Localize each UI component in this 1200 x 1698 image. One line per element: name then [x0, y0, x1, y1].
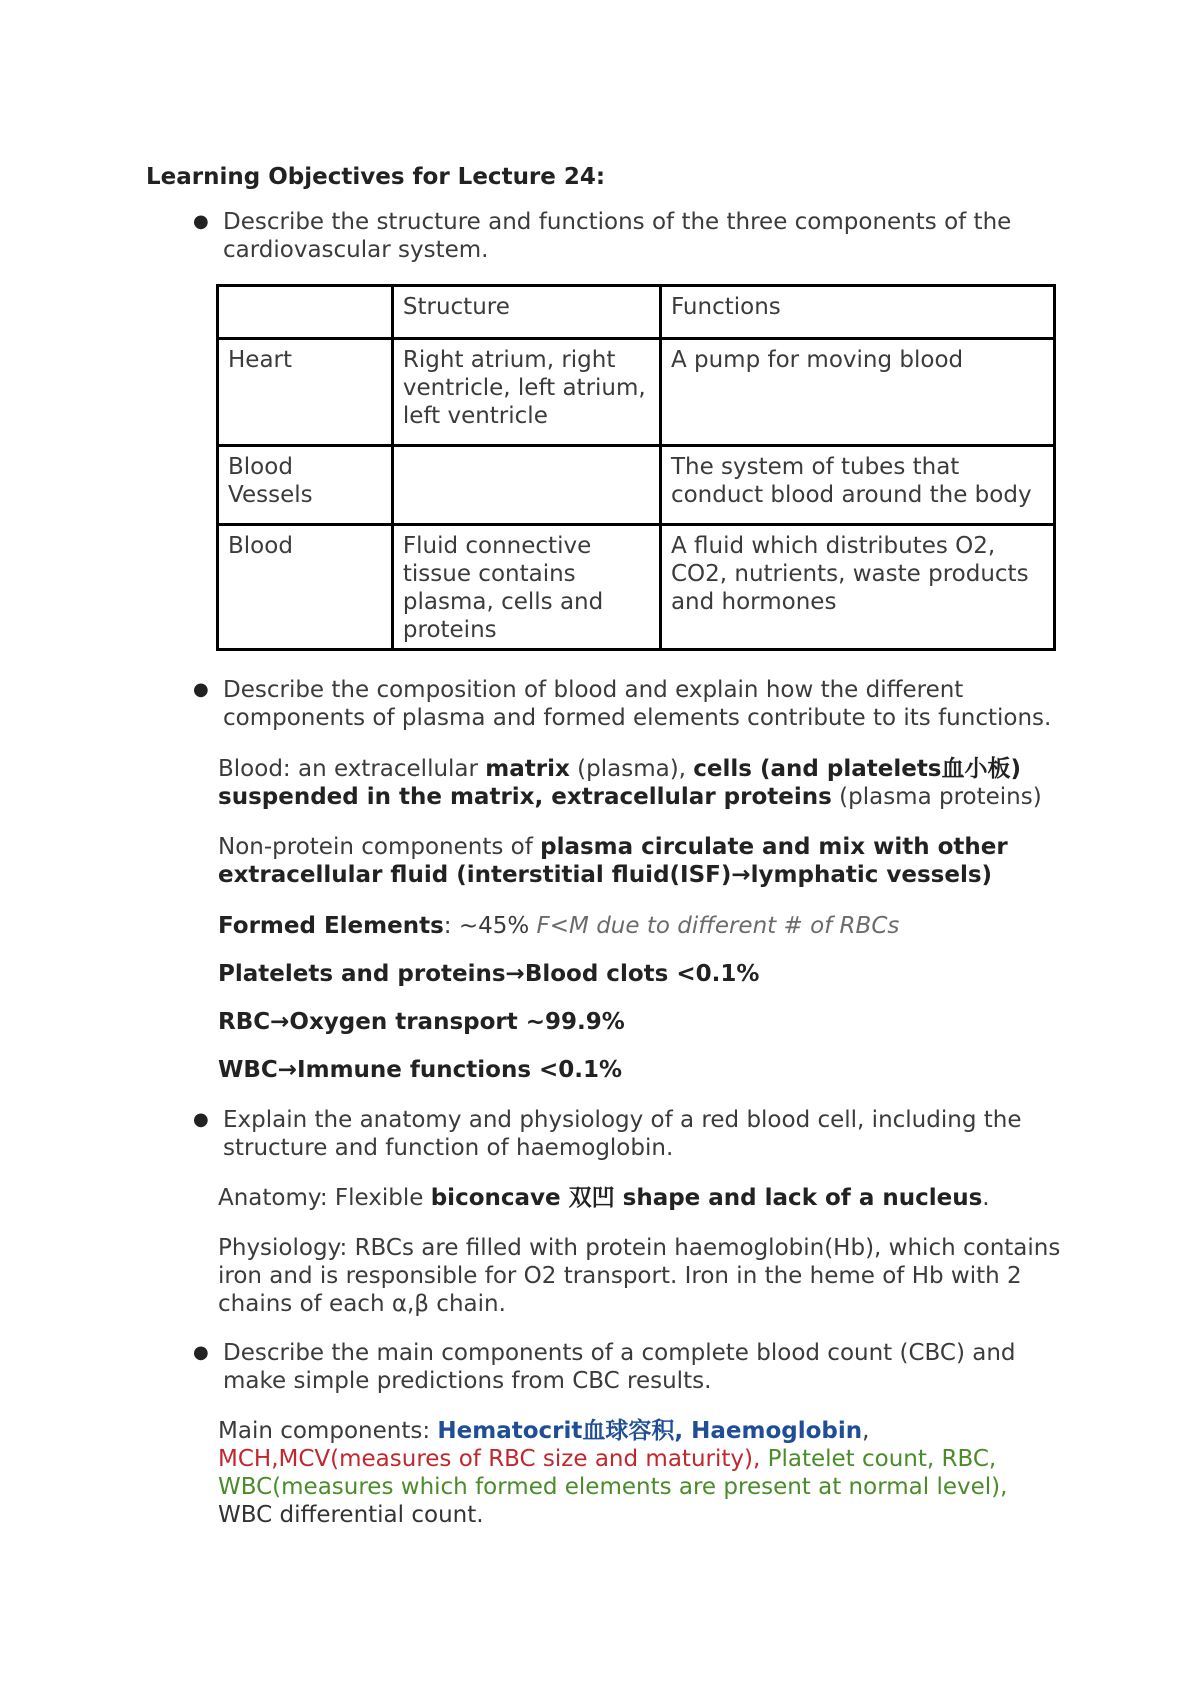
bullet-dot-icon: ●: [193, 1342, 209, 1363]
bullet-text: Describe the composition of blood and explain how the different components of plasma and formed elements contribute to its functions.: [223, 677, 1052, 731]
bold-run: RBC→Oxygen transport ~99.9%: [218, 1009, 625, 1035]
table-header-row: [218, 286, 1055, 339]
page-title: Learning Objectives for Lecture 24:: [146, 164, 606, 190]
table-cell: A fluid which distributes O2, CO2, nutrients, waste products and hormones: [660, 525, 1054, 650]
bold-run: Formed Elements: [218, 913, 444, 939]
table-cell: Blood Vessels: [218, 446, 393, 525]
italic-run: F<M due to different # of RBCs: [536, 913, 900, 939]
wbc-line: [218, 1056, 1068, 1084]
text-run: (plasma),: [569, 756, 694, 782]
bold-run: plasma circulate and mix with other extracellular fluid (interstitial fluid(ISF)→lymphatic vessels): [218, 834, 1008, 888]
text-run: : ~45%: [443, 913, 537, 939]
bullet-dot-icon: ●: [193, 679, 209, 700]
blue-run: Hematocrit血球容积, Haemoglobin: [437, 1418, 863, 1444]
bold-run: cells (and platelets血小板) suspended in the matrix, extracellular proteins: [218, 756, 1022, 810]
bullet-text: Describe the structure and functions of the three components of the cardiovascular system.: [223, 209, 1012, 263]
cardiovascular-table: [216, 284, 1056, 651]
text-run: Anatomy: Flexible: [218, 1185, 431, 1211]
table-cell: Right atrium, right ventricle, left atrium, left ventricle: [392, 339, 660, 446]
formed-elements-paragraph: [218, 912, 1068, 940]
table-cell: Blood: [218, 525, 393, 650]
bullet-item-1: [193, 208, 1053, 264]
bullet-text: Describe the main components of a complete blood count (CBC) and make simple predictions from CBC results.: [223, 1340, 1016, 1394]
blood-paragraph: [218, 755, 1068, 811]
text-run: Non-protein components of: [218, 834, 541, 860]
bullet-dot-icon: ●: [193, 1109, 209, 1130]
table-cell: A pump for moving blood: [660, 339, 1054, 446]
bullet-dot-icon: ●: [193, 211, 209, 232]
table-row: [218, 339, 1055, 446]
nonprotein-paragraph: [218, 833, 1068, 889]
text-run: Blood: an extracellular: [218, 756, 486, 782]
table-header-cell: Functions: [660, 286, 1054, 339]
text-run: ,: [862, 1418, 870, 1444]
text-run: WBC differential count.: [218, 1502, 484, 1528]
table-row: [218, 446, 1055, 525]
bold-run: matrix: [485, 756, 570, 782]
physiology-paragraph: Physiology: RBCs are filled with protein haemoglobin(Hb), which contains iron and is responsible for O2 transport. Iron in the heme of Hb with 2 chains of each α,β chain.: [218, 1235, 1061, 1317]
table-cell: The system of tubes that conduct blood around the body: [660, 446, 1054, 525]
cbc-paragraph: [218, 1417, 1068, 1529]
table-cell: Fluid connective tissue contains plasma, cells and proteins: [392, 525, 660, 650]
bold-run: biconcave 双凹 shape and lack of a nucleus: [430, 1185, 983, 1211]
text-run: Main components:: [218, 1418, 438, 1444]
bullet-text: Explain the anatomy and physiology of a red blood cell, including the structure and function of haemoglobin.: [223, 1107, 1022, 1161]
table-cell: [392, 446, 660, 525]
text-run: .: [982, 1185, 990, 1211]
bullet-item-3: [193, 1106, 1053, 1162]
table-header-cell: [218, 286, 393, 339]
anatomy-paragraph: [218, 1184, 1068, 1212]
bold-run: Platelets and proteins→Blood clots <0.1%: [218, 961, 760, 987]
table-cell: Heart: [218, 339, 393, 446]
table-header-cell: Structure: [392, 286, 660, 339]
table-row: [218, 525, 1055, 650]
platelets-line: [218, 960, 1068, 988]
bullet-item-2: [193, 676, 1053, 732]
bullet-item-4: [193, 1339, 1053, 1395]
rbc-line: [218, 1008, 1068, 1036]
text-run: (plasma proteins): [831, 784, 1042, 810]
green-run: Platelet count, RBC, WBC(measures which formed elements are present at normal level),: [218, 1446, 1008, 1500]
red-run: MCH,MCV(measures of RBC size and maturity),: [218, 1446, 768, 1472]
bold-run: WBC→Immune functions <0.1%: [218, 1057, 623, 1083]
